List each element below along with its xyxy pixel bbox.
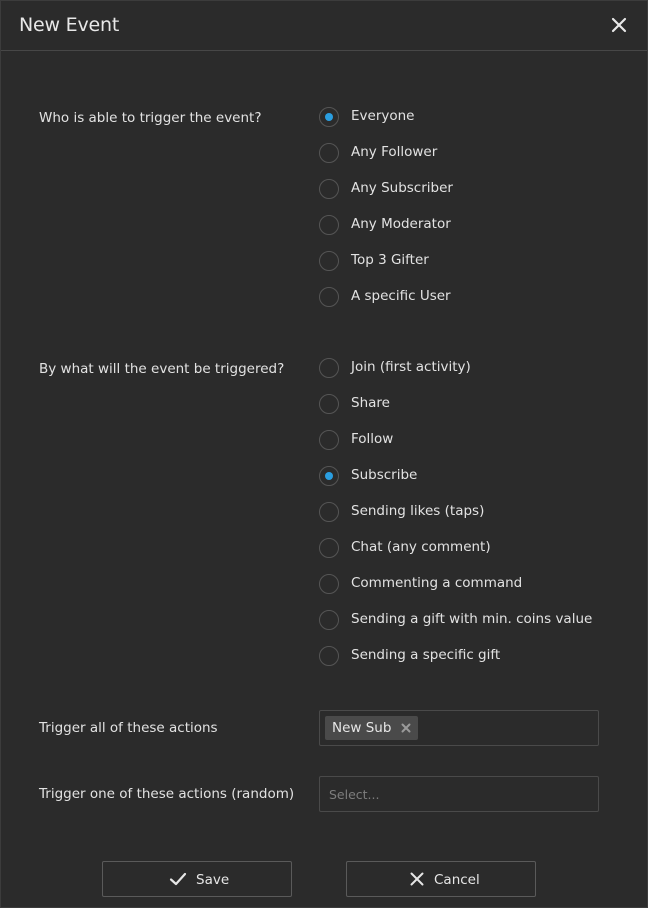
cancel-button[interactable]	[346, 861, 536, 897]
radio-button[interactable]	[319, 215, 339, 235]
radio-button[interactable]	[319, 646, 339, 666]
radio-label: Any Follower	[351, 144, 438, 160]
trigger-radio-group	[319, 358, 619, 682]
actions-all-multiselect[interactable]	[319, 710, 599, 746]
radio-label: Share	[351, 395, 390, 411]
checkmark-icon	[169, 871, 187, 887]
remove-icon	[401, 723, 411, 733]
radio-label: Subscribe	[351, 467, 418, 483]
radio-button[interactable]	[319, 251, 339, 271]
radio-button[interactable]	[319, 143, 339, 163]
trigger-option-gift-min-coins[interactable]	[319, 610, 619, 646]
trigger-option-share[interactable]	[319, 394, 619, 430]
radio-label: Any Moderator	[351, 216, 451, 232]
radio-button[interactable]	[319, 358, 339, 378]
trigger-option-chat[interactable]	[319, 538, 619, 574]
radio-label: Follow	[351, 431, 394, 447]
radio-label: Top 3 Gifter	[351, 252, 429, 268]
radio-button[interactable]	[319, 610, 339, 630]
radio-label: Sending a gift with min. coins value	[351, 611, 593, 627]
radio-button[interactable]	[319, 287, 339, 307]
dialog-titlebar	[1, 1, 647, 51]
who-option-any-subscriber[interactable]	[319, 179, 619, 215]
action-tag	[325, 716, 418, 740]
radio-label: Join (first activity)	[351, 359, 471, 375]
trigger-option-join[interactable]	[319, 358, 619, 394]
actions-random-select[interactable]	[319, 776, 599, 812]
radio-button[interactable]	[319, 179, 339, 199]
who-radio-group	[319, 107, 619, 323]
radio-button[interactable]	[319, 502, 339, 522]
trigger-option-command[interactable]	[319, 574, 619, 610]
who-section-label: Who is able to trigger the event?	[39, 110, 262, 126]
radio-label: Everyone	[351, 108, 415, 124]
dialog-title: New Event	[19, 14, 120, 36]
trigger-section-label: By what will the event be triggered?	[39, 361, 285, 377]
trigger-option-follow[interactable]	[319, 430, 619, 466]
radio-label: Any Subscriber	[351, 180, 453, 196]
actions-all-label: Trigger all of these actions	[39, 720, 218, 736]
radio-button[interactable]	[319, 466, 339, 486]
radio-label: Commenting a command	[351, 575, 523, 591]
save-button[interactable]	[102, 861, 292, 897]
tag-remove-button[interactable]	[399, 716, 413, 740]
action-tag-label: New Sub	[332, 720, 392, 736]
cancel-button-label: Cancel	[434, 872, 480, 888]
who-option-any-moderator[interactable]	[319, 215, 619, 251]
trigger-option-sending-likes[interactable]	[319, 502, 619, 538]
radio-button[interactable]	[319, 107, 339, 127]
trigger-option-specific-gift[interactable]	[319, 646, 619, 682]
radio-button[interactable]	[319, 574, 339, 594]
radio-button[interactable]	[319, 394, 339, 414]
close-icon	[409, 871, 425, 887]
trigger-option-subscribe[interactable]	[319, 466, 619, 502]
save-button-label: Save	[196, 872, 230, 888]
who-option-everyone[interactable]	[319, 107, 619, 143]
actions-random-label: Trigger one of these actions (random)	[39, 786, 295, 802]
radio-label: Sending a specific gift	[351, 647, 501, 663]
radio-button[interactable]	[319, 430, 339, 450]
who-option-specific-user[interactable]	[319, 287, 619, 323]
radio-label: A specific User	[351, 288, 451, 304]
close-button[interactable]	[609, 15, 629, 35]
radio-label: Chat (any comment)	[351, 539, 491, 555]
close-icon	[609, 15, 629, 35]
radio-label: Sending likes (taps)	[351, 503, 485, 519]
radio-button[interactable]	[319, 538, 339, 558]
who-option-top-3-gifter[interactable]	[319, 251, 619, 287]
who-option-any-follower[interactable]	[319, 143, 619, 179]
